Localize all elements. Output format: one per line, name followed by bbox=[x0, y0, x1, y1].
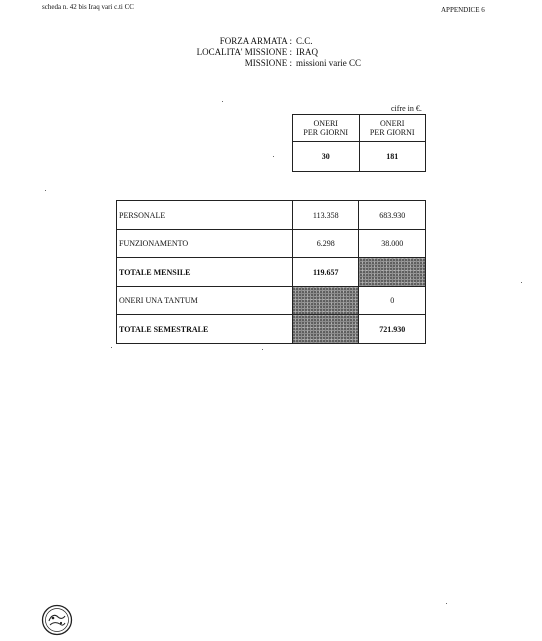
mission-label: MISSIONE : bbox=[244, 58, 292, 68]
cell-oneri-una-tantum-30-shaded bbox=[292, 287, 359, 315]
cell-funzionamento-30: 6.298 bbox=[292, 230, 359, 258]
scan-speck bbox=[45, 190, 46, 191]
cell-personale-181: 683.930 bbox=[359, 201, 426, 230]
cell-totale-semestrale-30-shaded bbox=[292, 315, 359, 344]
table-row bbox=[117, 230, 426, 258]
row-label-funzionamento: FUNZIONAMENTO bbox=[117, 230, 293, 258]
mission-info bbox=[160, 35, 400, 75]
row-label-personale: PERSONALE bbox=[117, 201, 293, 230]
appendix-label: APPENDICE 6 bbox=[441, 6, 485, 14]
cell-personale-30: 113.358 bbox=[292, 201, 359, 230]
location-label: LOCALITA' MISSIONE : bbox=[196, 47, 292, 57]
scan-speck bbox=[521, 282, 522, 283]
row-label-totale-semestrale: TOTALE SEMESTRALE bbox=[117, 315, 293, 344]
scan-speck bbox=[262, 349, 263, 350]
cell-totale-mensile-181-shaded bbox=[359, 258, 426, 287]
scan-speck bbox=[111, 347, 112, 348]
col-181-days: 181 bbox=[359, 142, 426, 172]
mission-value: missioni varie CC bbox=[296, 58, 361, 68]
scan-speck bbox=[446, 603, 447, 604]
row-label-totale-mensile: TOTALE MENSILE bbox=[117, 258, 293, 287]
col-181-header-line2: PER GIORNI bbox=[369, 128, 415, 137]
cell-totale-mensile-30: 119.657 bbox=[292, 258, 359, 287]
costs-table bbox=[116, 200, 426, 344]
cell-oneri-una-tantum-181: 0 bbox=[359, 287, 426, 315]
armed-force-label: FORZA ARMATA : bbox=[219, 36, 292, 46]
cell-funzionamento-181: 38.000 bbox=[359, 230, 426, 258]
table-row bbox=[117, 287, 426, 315]
col-30-header-line1: ONERI bbox=[313, 119, 338, 128]
row-label-oneri-una-tantum: ONERI UNA TANTUM bbox=[117, 287, 293, 315]
table-row bbox=[117, 201, 426, 230]
col-30-header-line2: PER GIORNI bbox=[303, 128, 349, 137]
col-181-header bbox=[359, 115, 426, 142]
scan-speck bbox=[273, 156, 274, 157]
col-181-header-line1: ONERI bbox=[380, 119, 405, 128]
days-header-table bbox=[292, 114, 426, 172]
table-row bbox=[117, 258, 426, 287]
file-note: scheda n. 42 bis Iraq vari c.ti CC bbox=[42, 3, 134, 11]
circular-stamp-icon bbox=[41, 604, 73, 636]
table-row bbox=[117, 315, 426, 344]
units-note: cifre in €. bbox=[391, 104, 422, 113]
cell-totale-semestrale-181: 721.930 bbox=[359, 315, 426, 344]
col-30-days: 30 bbox=[293, 142, 360, 172]
location-value: IRAQ bbox=[296, 47, 318, 57]
col-30-header bbox=[293, 115, 360, 142]
scan-speck bbox=[222, 101, 223, 102]
armed-force-value: C.C. bbox=[296, 36, 313, 46]
